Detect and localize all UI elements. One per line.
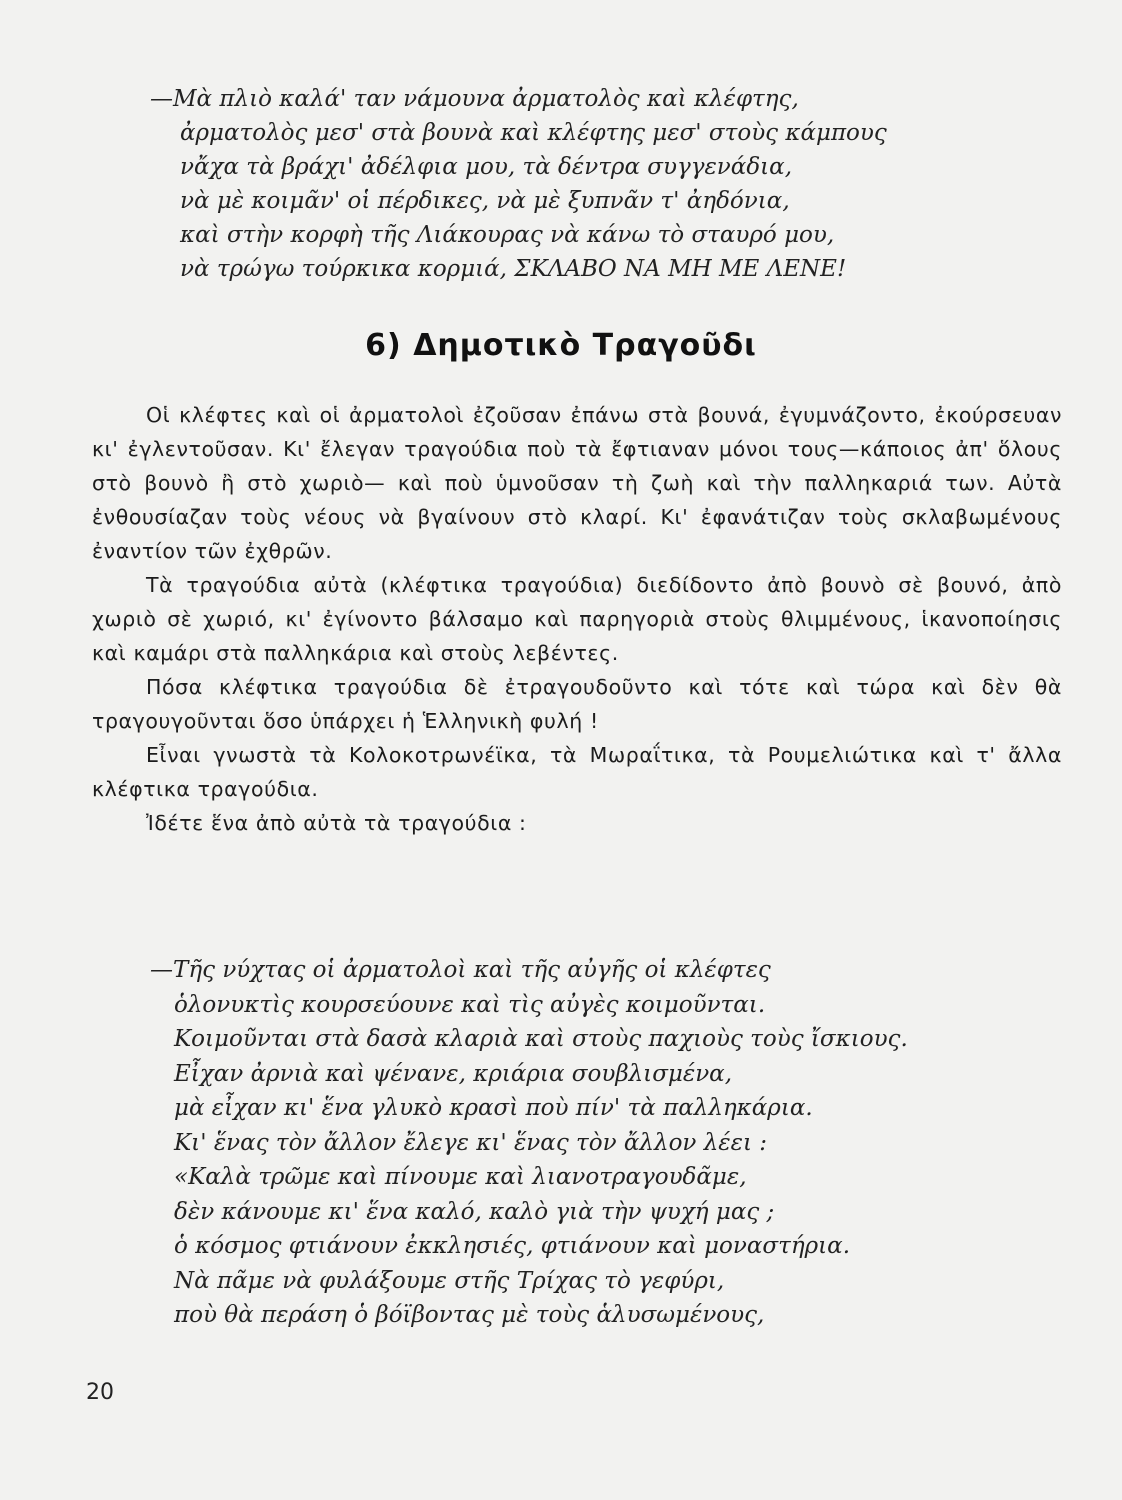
poem-line: νἄχα τὰ βράχι' ἀδέλφια μου, τὰ δέντρα συγγενάδια,	[180, 154, 793, 180]
paragraph: Ἰδέτε ἕνα ἀπὸ αὐτὰ τὰ τραγούδια :	[146, 811, 527, 835]
page-number: 20	[86, 1380, 114, 1405]
poem-line: —Μὰ πλιὸ καλά' ταν νάμουνα ἀρματολὸς καὶ κλέφτης,	[150, 86, 799, 112]
poem-line: καὶ στὴν κορφὴ τῆς Λιάκουρας νὰ κάνω τὸ σταυρό μου,	[180, 222, 835, 248]
poem-line: Κι' ἕνας τὸν ἄλλον ἔλεγε κι' ἕνας τὸν ἄλλον λέει :	[174, 1129, 768, 1156]
poem-line: Εἶχαν ἀρνιὰ καὶ ψένανε, κριάρια σουβλισμένα,	[174, 1060, 733, 1087]
paragraph: Οἱ κλέφτες καὶ οἱ ἀρματολοὶ ἐζοῦσαν ἐπάνω στὰ βουνά, ἐγυμνάζοντο, ἐκούρσευαν κι' ἐγλεντοῦσαν. Κι' ἔλεγαν τραγούδια ποὺ τὰ ἔφτιαναν μόνοι τους—κάποιος ἀπ' ὅλους στὸ βουνὸ ἢ στὸ χωριὸ— καὶ ποὺ ὑμνοῦσαν τὴ ζωὴ καὶ τὴν παλληκαριά των. Αὐτὰ ἐνθουσίαζαν τοὺς νέους νὰ βγαίνουν στὸ κλαρί. Κι' ἐφανάτιζαν τοὺς σκλαβωμένους ἐναντίον τῶν ἐχθρῶν.	[92, 403, 1062, 563]
poem-line: μὰ εἶχαν κι' ἕνα γλυκὸ κρασὶ ποὺ πίν' τὰ παλληκάρια.	[174, 1095, 813, 1121]
poem-line: ὁλονυκτὶς κουρσεύουνε καὶ τὶς αὐγὲς κοιμοῦνται.	[174, 991, 766, 1018]
opening-poem	[150, 82, 887, 286]
poem-line: ὁ κόσμος φτιάνουν ἐκκλησιές, φτιάνουν καὶ μοναστήρια.	[174, 1233, 851, 1259]
body-text	[92, 398, 1062, 840]
klephtic-song-poem	[150, 953, 908, 1333]
poem-line: Κοιμοῦνται στὰ δασὰ κλαριὰ καὶ στοὺς παχιοὺς τοὺς ἴσκιους.	[174, 1026, 908, 1052]
poem-line: Νὰ πᾶμε νὰ φυλάξουμε στῆς Τρίχας τὸ γεφύρι,	[174, 1267, 725, 1294]
paragraph: Εἶναι γνωστὰ τὰ Κολοκοτρωνέϊκα, τὰ Μωραΐτικα, τὰ Ρουμελιώτικα καὶ τ' ἄλλα κλέφτικα τραγούδια.	[92, 743, 1062, 801]
poem-line: «Καλὰ τρῶμε καὶ πίνουμε καὶ λιανοτραγουδᾶμε,	[174, 1164, 747, 1190]
paragraph: Πόσα κλέφτικα τραγούδια δὲ ἐτραγουδοῦντο καὶ τότε καὶ τώρα καὶ δὲν θὰ τραγουγοῦνται ὅσο ὑπάρχει ἡ Ἑλληνικὴ φυλή !	[92, 675, 1062, 733]
poem-line: ἀρματολὸς μεσ' στὰ βουνὰ καὶ κλέφτης μεσ' στοὺς κάμπους	[180, 120, 887, 146]
poem-line: δὲν κάνουμε κι' ἕνα καλό, καλὸ γιὰ τὴν ψυχή μας ;	[174, 1198, 775, 1225]
poem-line: ποὺ θὰ περάση ὁ βόϊβοντας μὲ τοὺς ἁλυσωμένους,	[174, 1302, 765, 1328]
paragraph: Τὰ τραγούδια αὐτὰ (κλέφτικα τραγούδια) διεδίδοντο ἀπὸ βουνὸ σὲ βουνό, ἀπὸ χωριὸ σὲ χωριό, κι' ἐγίνοντο βάλσαμο καὶ παρηγοριὰ στοὺς θλιμμένους, ἱκανοποίησις καὶ καμάρι στὰ παλληκάρια καὶ στοὺς λεβέντες.	[92, 573, 1062, 665]
section-heading: 6) Δημοτικὸ Τραγοῦδι	[365, 328, 757, 363]
poem-line: —Τῆς νύχτας οἱ ἀρματολοὶ καὶ τῆς αὐγῆς οἱ κλέφτες	[150, 957, 771, 983]
poem-line: νὰ τρώγω τούρκικα κορμιά, ΣΚΛΑΒΟ ΝΑ ΜΗ ΜΕ ΛΕΝΕ!	[180, 256, 847, 282]
poem-line: νὰ μὲ κοιμᾶν' οἱ πέρδικες, νὰ μὲ ξυπνᾶν τ' ἀηδόνια,	[180, 188, 790, 214]
